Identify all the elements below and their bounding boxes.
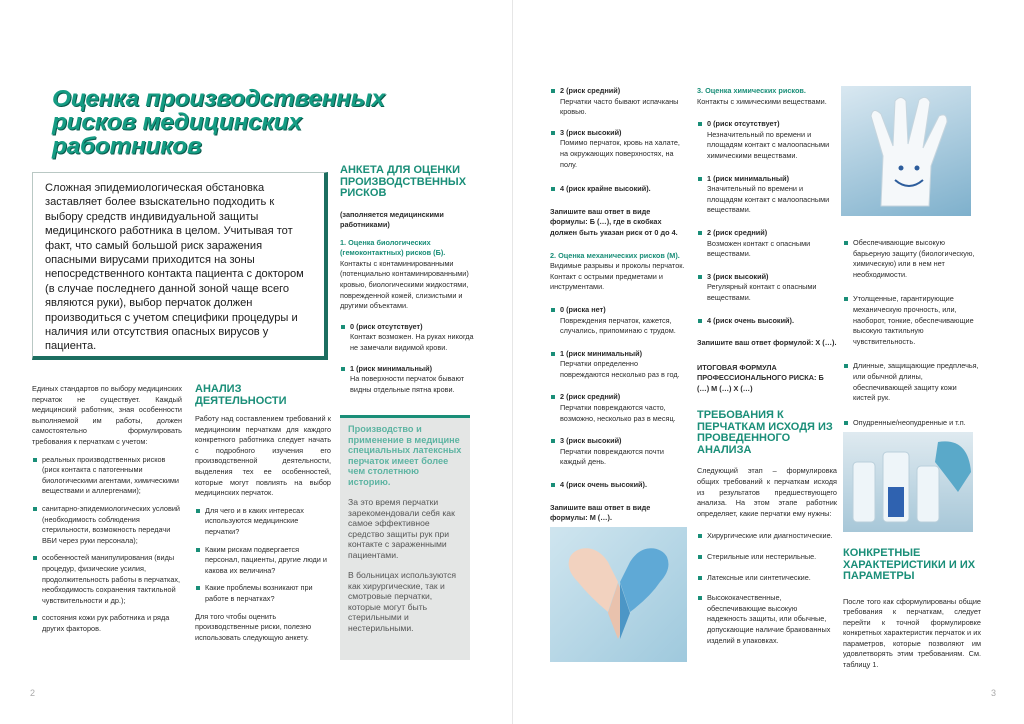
- right-column-1: [550, 86, 688, 524]
- list-item: 2 (риск средний): [550, 86, 688, 97]
- list-item: реальных производственных рисков (риск контакта с патогенными биологическими агентами, химическими веществами и аллергенами);: [32, 455, 182, 497]
- list-item: Утолщенные, гарантирующие механическую прочность, или, наоборот, тонкие, обеспечивающие высокую тактильную чувствительность.: [843, 294, 981, 347]
- subheading: 3. Оценка химических рисков.: [697, 86, 806, 95]
- formula-note: Запишите ваш ответ в виде формулы: М (…).: [550, 502, 651, 523]
- hands-heart-illustration: [550, 527, 687, 662]
- list-item-text: Повреждения перчаток, кажется, случались, припоминаю с трудом.: [560, 315, 676, 336]
- paragraph: Видимые разрывы и проколы перчаток. Контакт с острыми предметами и инструментами.: [550, 261, 685, 292]
- list-item-text: На поверхности перчаток бывают видны отдельные пятна крови.: [350, 374, 465, 394]
- list-item-text: Помимо перчаток, кровь на халате, на окружающих поверхностях, на полу.: [560, 138, 680, 169]
- callout-text: В больницах используются как хирургические, так и смотровые перчатки, которые могут быть стерильными и нестерильными.: [348, 570, 457, 633]
- list-item: Длинные, защищающие предплечья, или обычной длины, обеспечивающей защиту кожи кистей рук.: [843, 361, 981, 403]
- hands-heart-image: [550, 527, 687, 662]
- list-item-text: Незначительный по времени и площадям контакт с малоопасными химическими веществами.: [707, 129, 830, 160]
- list-item: Латексные или синтетические.: [697, 573, 837, 584]
- paragraph: Для того чтобы оценить производственные риски, полезно использовать следующую анкету.: [195, 611, 312, 642]
- callout-heading: Производство и применение в медицине специальных латексных перчаток имеет более чем столетнюю историю.: [348, 424, 462, 487]
- lab-bottles-illustration: [843, 432, 973, 532]
- list-item: 3 (риск высокий): [550, 128, 688, 139]
- list-item: 1 (риск минимальный): [550, 349, 688, 360]
- intro-text: Сложная эпидемиологическая обстановка заставляет более взыскательно подходить к выбору средств индивидуальной защиты медицинского работника в целом. Учитывая тот факт, что самый большой риск заражения опасными вирусами приходится на зоны непосредственного контакта пациента с доктором (в случае последнего данной зоной чаще всего являются руки), выбор перчаток должен производиться с учетом специфики процедуры и наличия или отсутствия опасных вирусов у пациента.: [45, 182, 304, 353]
- list-item: санитарно-эпидемиологических условий (необходимость соблюдения стерильности, возможность передачи ВБИ через руки персонала);: [32, 504, 182, 546]
- list-item: 4 (риск очень высокий).: [550, 480, 688, 491]
- intro-box: [32, 172, 328, 360]
- list-item: 2 (риск средний): [550, 392, 688, 403]
- paragraph: После того как сформулированы общие требования к перчаткам, следует перейти к точной формулировке конкретных характеристик перчаток и их параметров, которые позволяют им удовлетворять этим требованиям. См. таблицу 1.: [843, 596, 981, 670]
- paragraph: Контакты с химическими веществами.: [697, 96, 827, 106]
- list-item: Опудренные/неопудренные и т.п.: [843, 418, 981, 429]
- page-title: Оценка производственных рисков медицинских работников: [52, 85, 385, 160]
- paragraph: Работу над составлением требований к медицинским перчаткам для каждого конкретного работника следует начать с подробного изучения его производственной деятельности, выделения тех ее особенностей, которые могут повлиять на выбор медицинских перчаток.: [195, 414, 331, 498]
- list-item-text: Перчатки повреждаются часто, возможно, несколько раз в месяц.: [560, 403, 676, 423]
- list-item-text: Регулярный контакт с опасными веществами.: [707, 282, 817, 302]
- list-item: 1 (риск минимальный): [697, 174, 837, 185]
- left-column-2: [195, 384, 331, 643]
- paragraph: Контакты с контаминированными (потенциально контаминированными) кровью, биологическими жидкостями, поврежденной кожей, слизистыми и другими объектами.: [340, 258, 469, 311]
- list-item: 3 (риск высокий): [697, 272, 837, 283]
- left-column-3: [340, 165, 480, 395]
- list-item-text: Перчатки повреждаются почти каждый день.: [560, 446, 664, 467]
- page-number: 2: [30, 688, 36, 698]
- list-item-text: Перчатки определенно повреждаются несколько раз в год.: [560, 359, 680, 379]
- subheading: (заполняется медицинскими работниками): [340, 209, 444, 230]
- paragraph: Следующий этап – формулировка общих требований к перчаткам исходя из результатов предшествующего анализа. На этом этапе работник определяет, какие перчатки ему нужны:: [697, 466, 837, 518]
- list-item: Обеспечивающие высокую барьерную защиту (биологическую, химическую) или в нем нет необходимости.: [843, 238, 981, 280]
- page-number: 3: [991, 688, 997, 698]
- right-column-3-lower: [843, 548, 981, 671]
- formula-note: Запишите ваш ответ формулой: Х (…).: [697, 338, 837, 348]
- list-item: Какие проблемы возникают при работе в перчатках?: [195, 583, 331, 604]
- list-item: Стерильные или нестерильные.: [697, 552, 837, 563]
- grey-callout: [340, 415, 470, 660]
- section-heading: ТРЕБОВАНИЯ К ПЕРЧАТКАМ ИСХОДЯ ИЗ ПРОВЕДЕННОГО АНАЛИЗА: [697, 409, 833, 456]
- list-item-text: Перчатки часто бывают испачканы кровью.: [560, 96, 679, 117]
- list-item: Для чего и в каких интересах используются медицинские перчатки?: [195, 506, 331, 538]
- list-item: 4 (риск очень высокий).: [697, 316, 837, 327]
- list-item: 0 (риск отсутствует): [340, 322, 480, 333]
- list-item: состояния кожи рук работника и ряда других факторов.: [32, 613, 182, 634]
- list-item: 4 (риск крайне высокий).: [550, 184, 688, 195]
- subheading: 2. Оценка механических рисков (М).: [550, 250, 680, 260]
- section-heading: АНКЕТА ДЛЯ ОЦЕНКИ ПРОИЗВОДСТВЕННЫХ РИСКОВ: [340, 164, 467, 199]
- callout-text: За это время перчатки зарекомендовали себя как самое эффективное средство защиты рук при контакте с зараженными пациентами.: [348, 497, 455, 560]
- left-column-1: [32, 384, 182, 634]
- total-formula: ИТОГОВАЯ ФОРМУЛА ПРОФЕССИОНАЛЬНОГО РИСКА: Б (…) М (…) Х (…): [697, 362, 824, 393]
- list-item: 0 (риска нет): [550, 305, 688, 316]
- list-item-text: Контакт возможен. На руках никогда не замечали видимой крови.: [350, 332, 474, 353]
- right-column-2: [697, 86, 837, 646]
- list-item: особенностей манипулирования (виды процедур, физические усилия, продолжительность работы в перчатках, необходимость сохранения тактильной чувствительности и др.);: [32, 553, 182, 606]
- list-item: 1 (риск минимальный): [340, 364, 480, 375]
- formula-note: Запишите ваш ответ в виде формулы: Б (…), где в скобках должен быть указан риск от 0 до 4.: [550, 206, 678, 237]
- lab-glassware-image: [843, 432, 973, 532]
- col1-intro: Единых стандартов по выбору медицинских перчаток не существует. Каждый медицинский работник, зная особенности выполняемой им работы, должен самостоятельно формулировать требования к перчаткам с учетом:: [32, 384, 182, 446]
- right-page: [512, 0, 1024, 724]
- subheading: 1. Оценка биологических (гемоконтактных) рисков (Б).: [340, 237, 446, 258]
- list-item: Хирургические или диагностические.: [697, 531, 837, 542]
- section-heading: КОНКРЕТНЫЕ ХАРАКТЕРИСТИКИ И ИХ ПАРАМЕТРЫ: [843, 547, 976, 582]
- right-column-3: [843, 238, 981, 428]
- list-item: 0 (риск отсутствует): [697, 119, 837, 130]
- section-heading: АНАЛИЗ ДЕЯТЕЛЬНОСТИ: [195, 383, 287, 407]
- list-item: Каким рискам подвергается персонал, пациенты, другие люди и какова их величина?: [195, 545, 331, 577]
- smiling-glove-illustration: [841, 86, 971, 216]
- list-item: Высококачественные, обеспечивающие высокую надежность защиты, или обычные, допускающие наличие бракованных изделий в упаковках.: [697, 593, 837, 646]
- list-item-text: Возможен контакт с опасными веществами.: [707, 238, 811, 259]
- list-item: 3 (риск высокий): [550, 436, 688, 447]
- list-item-text: Значительный по времени и площадям контакт с малоопасными веществами.: [707, 184, 830, 215]
- glove-image: [841, 86, 971, 216]
- list-item: 2 (риск средний): [697, 228, 837, 239]
